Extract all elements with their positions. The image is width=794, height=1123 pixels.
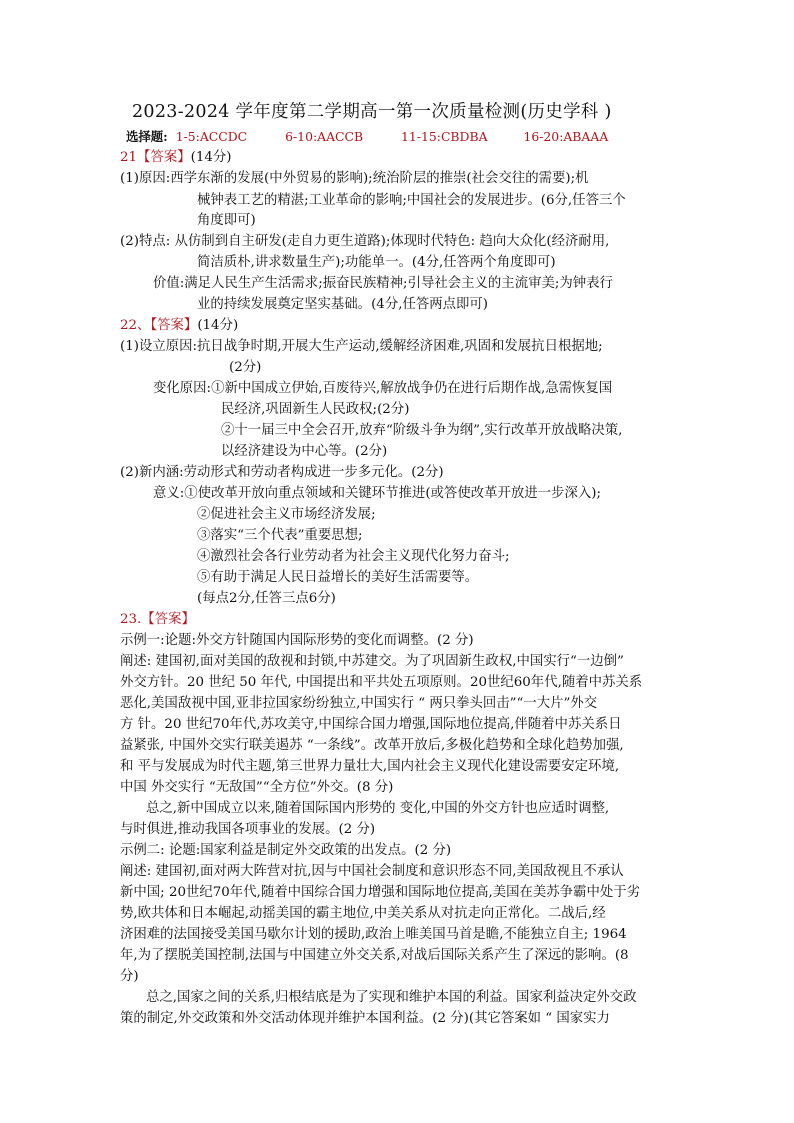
q22-line: ④激烈社会各行业劳动者为社会主义现代化努力奋斗; (197, 549, 510, 564)
q23-line: 济困难的法国接受美国马歇尔计划的援助,政治上唯美国马首是瞻,不能独立自主; 1964 (120, 927, 627, 942)
q23-answer-tag: 【答案】 (141, 612, 195, 627)
q23-line: 中国 外交实行 “无敌国”“全方位”外交。(8 分) (120, 780, 394, 795)
q23-line: 方 针。20 世纪70年代,苏攻美守,中国综合国力增强,国际地位提高,伴随着中苏关系日 (120, 717, 622, 732)
q22-line: (2)新内涵:劳动形式和劳动者构成进一步多元化。(2分) (120, 465, 444, 480)
q23-line: 阐述: 建国初,面对两大阵营对抗,因与中国社会制度和意识形态不同,美国敌视且不承认 (120, 864, 624, 879)
q23-line: 势,欧共体和日本崛起,动摇美国的霸主地位,中美关系从对抗走向正常化。二战后,经 (120, 906, 606, 921)
q22-line: ②十一届三中全会召开,放弃“阶级斗争为纲”,实行改革开放战略决策, (221, 423, 623, 438)
mc-label: 选择题: (126, 129, 168, 144)
q23-number: 23. (120, 612, 142, 627)
mc-group-1: 1-5:ACCDC (175, 129, 248, 144)
q21-line: 简洁质朴,讲求数量生产);功能单一。(4分,任答两个角度即可) (197, 255, 556, 270)
q21-answer-tag: 【答案】 (137, 150, 191, 165)
q21-line: 价值:满足人民生产生活需求;振奋民族精神;引导社会主义的主流审美;为钟表行 (153, 276, 613, 291)
q22-line: ②促进社会主义市场经济发展; (197, 507, 376, 522)
q23-line: 策的制定,外交政策和外交活动体现并维护本国利益。(2 分)(其它答案如 “ 国家实力 (120, 1011, 610, 1026)
q22-line: ⑤有助于满足人民日益增长的美好生活需要等。 (197, 570, 479, 585)
q21-header (120, 149, 232, 167)
q23-header (120, 611, 195, 629)
q23-line: 恶化,美国敌视中国,亚非拉国家纷纷独立,中国实行 “ 两只拳头回击”“一大片”外交 (120, 696, 598, 711)
q23-line: 分) (120, 969, 139, 984)
q22-score: (14分) (197, 318, 239, 333)
q22-line: (2分) (229, 360, 262, 375)
q23-line: 示例一:论题:外交方针随国内国际形势的变化而调整。(2 分) (120, 633, 474, 648)
q22-answer-tag: 【答案】 (150, 318, 198, 333)
q21-line: (1)原因:西学东渐的发展(中外贸易的影响);统治阶层的推崇(社会交往的需要);机 (120, 171, 589, 186)
mc-group-2: 6-10:AACCB (285, 129, 364, 144)
q22-line: 变化原因:①新中国成立伊始,百废待兴,解放战争仍在进行后期作战,急需恢复国 (153, 381, 613, 396)
mc-group-3: 11-15:CBDBA (401, 129, 488, 144)
q23-line: 和 平与发展成为时代主题,第三世界力量壮大,国内社会主义现代化建设需要安定环境, (120, 759, 620, 774)
q23-line: 新中国; 20世纪70年代,随着中国综合国力增强和国际地位提高,美国在美苏争霸中处于劣 (120, 885, 641, 900)
q22-line: 民经济,巩固新生人民政权;(2分) (221, 402, 410, 417)
q23-line: 益紧张, 中国外交实行联美遏苏 “一条线”。改革开放后,多极化趋势和全球化趋势加强, (120, 738, 624, 753)
multiple-choice-answers (126, 128, 608, 146)
q22-number: 22、 (120, 318, 151, 333)
q23-line: 与时俱进,推动我国各项事业的发展。(2 分) (120, 822, 376, 837)
q21-score: (14分) (190, 150, 232, 165)
q21-line: (2)特点: 从仿制到自主研发(走自力更生道路);体现时代特色: 趋向大众化(经济耐用, (120, 234, 610, 249)
q22-line: 以经济建设为中心等。(2分) (221, 444, 388, 459)
q23-line: 阐述: 建国初,面对美国的敌视和封锁,中苏建交。为了巩固新生政权,中国实行“一边倒” (120, 654, 624, 669)
q23-line: 总之,国家之间的关系,归根结底是为了实现和维护本国的利益。国家利益决定外交政 (146, 990, 637, 1005)
q21-line: 械钟表工艺的精湛;工业革命的影响;中国社会的发展进步。(6分,任答三个 (197, 193, 626, 208)
q23-line: 外交方针。20 世纪 50 年代, 中国提出和平共处五项原则。20世纪60年代,随着中苏关系 (120, 675, 643, 690)
q22-line: (每点2分,任答三点6分) (197, 591, 336, 606)
q23-line: 示例二: 论题:国家利益是制定外交政策的出发点。(2 分) (120, 843, 452, 858)
page-title: 2023-2024 学年度第二学期高一第一次质量检测(历史学科 ) (132, 102, 612, 122)
q21-line: 业的持续发展奠定坚实基础。(4分,任答两点即可) (197, 297, 489, 312)
q21-number: 21 (120, 150, 138, 165)
q23-line: 总之,新中国成立以来,随着国际国内形势的 变化,中国的外交方针也应适时调整, (146, 801, 610, 816)
q22-line: 意义:①使改革开放向重点领域和关键环节推进(或答使改革开放进一步深入); (153, 486, 601, 501)
q22-header (120, 317, 238, 335)
q21-line: 角度即可) (197, 213, 256, 228)
mc-group-4: 16-20:ABAAA (523, 129, 609, 144)
q22-line: ③落实“三个代表”重要思想; (197, 528, 363, 543)
q23-line: 年,为了摆脱美国控制,法国与中国建立外交关系,对战后国际关系产生了深远的影响。(8 (120, 948, 629, 963)
q22-line: (1)设立原因:抗日战争时期,开展大生产运动,缓解经济困难,巩固和发展抗日根据地; (120, 339, 603, 354)
